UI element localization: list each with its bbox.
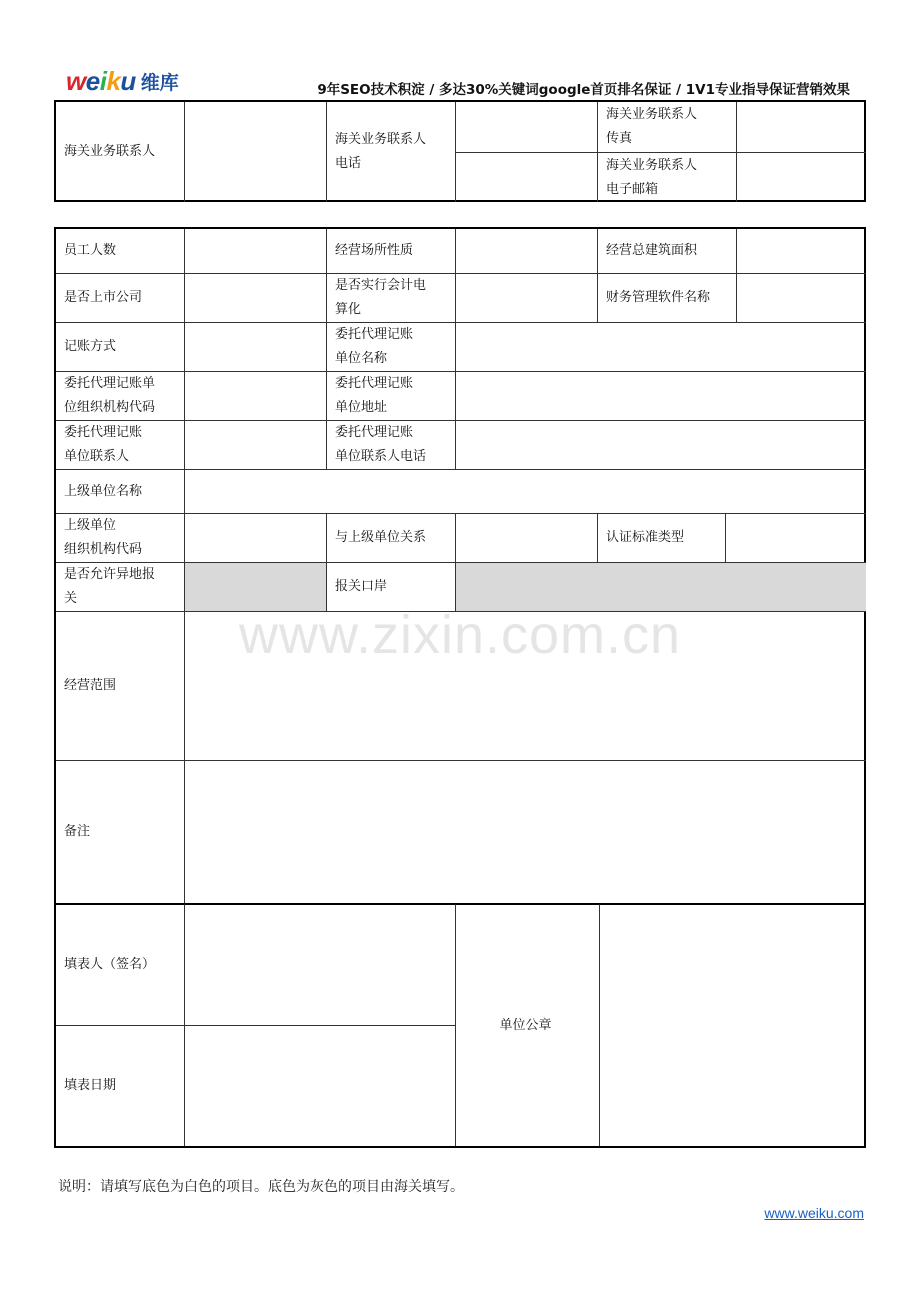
cert-type-input[interactable] (725, 513, 866, 562)
fill-date-input[interactable] (184, 1025, 455, 1146)
computerized-label: 是否实行会计电 算化 (335, 278, 427, 317)
parent-name-label-cell (56, 469, 184, 513)
declare-port-input (455, 562, 866, 611)
filler-signature-input[interactable] (184, 903, 455, 1025)
employees-label: 员工人数 (64, 243, 117, 258)
seal-label-cell (455, 903, 599, 1146)
seal-area[interactable] (599, 903, 866, 1146)
agent-address-input[interactable] (455, 371, 866, 420)
software-input[interactable] (736, 273, 866, 322)
fax-label: 海关业务联系人 传真 (606, 107, 698, 146)
contact-input[interactable] (184, 102, 326, 202)
parent-name-label: 上级单位名称 (64, 483, 143, 499)
remarks-label-cell (56, 760, 184, 903)
customs-contact-table (54, 100, 866, 202)
agent-org-code-label-cell (56, 371, 184, 420)
area-label-cell (597, 229, 736, 273)
company-info-table (54, 227, 866, 1148)
phone-input-1[interactable] (455, 102, 597, 152)
remarks-input[interactable] (184, 760, 866, 903)
computerized-label-cell (326, 273, 455, 322)
parent-name-input[interactable] (184, 469, 866, 513)
bookkeeping-input[interactable] (184, 322, 326, 371)
software-label-cell (597, 273, 736, 322)
business-scope-input[interactable] (184, 611, 866, 760)
footnote: 说明：请填写底色为白色的项目。底色为灰色的项目由海关填写。 (58, 1179, 464, 1195)
footer-weiku-link[interactable]: www.weiku.com (764, 1205, 864, 1221)
bookkeeping-label: 记账方式 (64, 339, 117, 354)
agent-org-code-input[interactable] (184, 371, 326, 420)
agent-contact-phone-label: 委托代理记账 单位联系人电话 (335, 425, 427, 464)
parent-org-code-label-cell (56, 513, 184, 562)
business-scope-label-cell (56, 611, 184, 760)
listed-input[interactable] (184, 273, 326, 322)
logo-wordmark: weiku (66, 65, 136, 96)
remote-declare-label: 是否允许异地报 关 (64, 567, 156, 606)
remarks-label: 备注 (64, 824, 91, 839)
parent-org-code-input[interactable] (184, 513, 326, 562)
email-label: 海关业务联系人 电子邮箱 (606, 157, 698, 197)
listed-label-cell (56, 273, 184, 322)
agent-contact-label-cell (56, 420, 184, 469)
phone-label-cell (326, 102, 455, 202)
agent-address-label: 委托代理记账 单位地址 (335, 376, 414, 415)
contact-label: 海关业务联系人 (64, 144, 156, 159)
listed-label: 是否上市公司 (64, 290, 143, 305)
agent-contact-input[interactable] (184, 420, 326, 469)
agent-address-label-cell (326, 371, 455, 420)
fax-input[interactable] (736, 102, 866, 152)
fax-label-cell (597, 102, 736, 152)
agent-contact-phone-label-cell (326, 420, 455, 469)
area-input[interactable] (736, 229, 866, 273)
business-scope-label: 经营范围 (64, 678, 117, 693)
header-slogan: 9年SEO技术积淀 / 多达30%关键词google首页排名保证 / 1V1专业指导保证营销效果 (317, 82, 850, 98)
premises-input[interactable] (455, 229, 597, 273)
employees-input[interactable] (184, 229, 326, 273)
remote-declare-label-cell (56, 562, 184, 611)
software-label: 财务管理软件名称 (606, 290, 711, 305)
phone-input-2[interactable] (455, 152, 597, 202)
premises-label-cell (326, 229, 455, 273)
remote-declare-input (184, 562, 326, 611)
parent-relation-label-cell (326, 513, 455, 562)
weiku-logo (66, 66, 179, 96)
cert-type-label: 认证标准类型 (606, 530, 685, 545)
fill-date-label: 填表日期 (64, 1078, 117, 1093)
logo-chinese: 维库 (140, 71, 179, 94)
premises-label: 经营场所性质 (335, 243, 414, 258)
agent-org-code-label: 委托代理记账单 位组织机构代码 (64, 376, 156, 415)
seal-label: 单位公章 (499, 1017, 552, 1033)
filler-label-cell (56, 903, 184, 1025)
agent-contact-label: 委托代理记账 单位联系人 (64, 425, 143, 464)
computerized-input[interactable] (455, 273, 597, 322)
agent-name-label-cell (326, 322, 455, 371)
agent-contact-phone-input[interactable] (455, 420, 866, 469)
area-label: 经营总建筑面积 (606, 243, 698, 258)
employees-label-cell (56, 229, 184, 273)
phone-label: 海关业务联系人 电话 (335, 132, 427, 171)
agent-name-label: 委托代理记账 单位名称 (335, 327, 414, 366)
filler-label: 填表人（签名） (64, 957, 156, 972)
parent-relation-input[interactable] (455, 513, 597, 562)
email-label-cell (597, 152, 736, 202)
contact-label-cell (56, 102, 184, 202)
parent-org-code-label: 上级单位 组织机构代码 (64, 518, 143, 557)
declare-port-label: 报关口岸 (335, 579, 388, 594)
bookkeeping-label-cell (56, 322, 184, 371)
email-input[interactable] (736, 152, 866, 202)
agent-name-input[interactable] (455, 322, 866, 371)
parent-relation-label: 与上级单位关系 (335, 530, 427, 545)
watermark: www.zixin.com.cn (238, 605, 682, 665)
fill-date-label-cell (56, 1025, 184, 1146)
cert-type-label-cell (597, 513, 725, 562)
declare-port-label-cell (326, 562, 455, 611)
